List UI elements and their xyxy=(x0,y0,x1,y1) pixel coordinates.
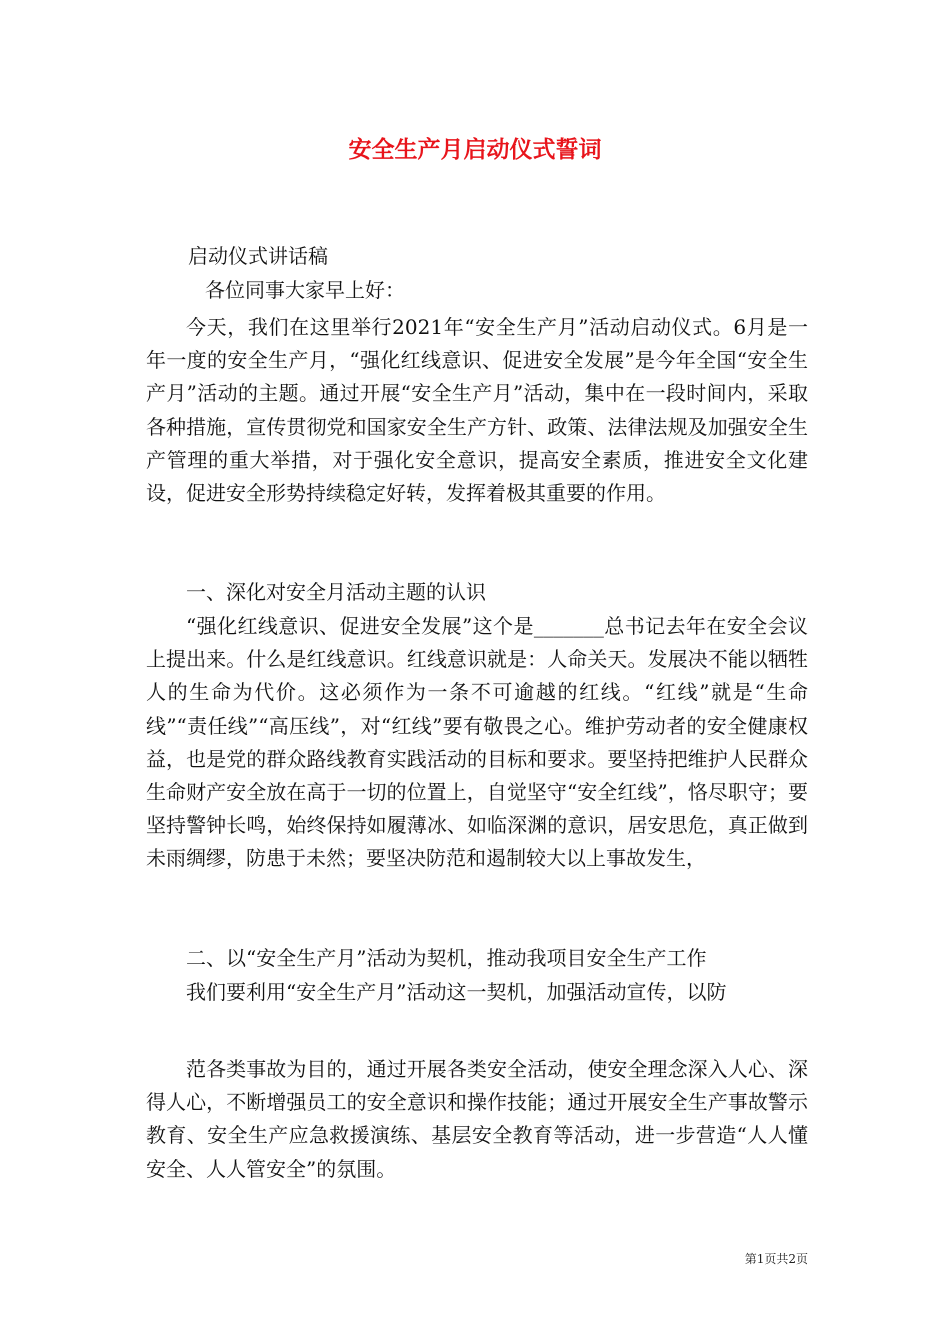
paragraph-subtitle: 启动仪式讲话稿 xyxy=(188,244,328,268)
section-heading-1: 一、深化对安全月活动主题的认识 xyxy=(186,580,486,604)
paragraph-section-2a: 我们要利用“安全生产月”活动这一契机，加强活动宣传，以防 xyxy=(186,980,727,1004)
page-number: 第1页共2页 xyxy=(744,1252,808,1266)
paragraph-intro: 今天，我们在这里举行2021年“安全生产月”活动启动仪式。6月是一年一度的安全生产月，“强化红线意识、促进安全发展”是今年全国“安全生产月”活动的主题。通过开展“安全生产月”活动，集中在一段时间内，采取各种措施，宣传贯彻党和国家安全生产方针、政策、法律法规及加强安全生产管理的重大举措，对于强化安全意识，提高安全素质，推进安全文化建设，促进安全形势持续稳定好转，发挥着极其重要的作用。 xyxy=(146,315,808,506)
paragraph-greeting: 各位同事大家早上好： xyxy=(205,278,405,302)
document-title: 安全生产月启动仪式誓词 xyxy=(348,136,602,163)
section-heading-2: 二、以“安全生产月”活动为契机，推动我项目安全生产工作 xyxy=(186,946,707,970)
paragraph-section-1: “强化红线意识、促进安全发展”这个是_______总书记去年在安全会议上提出来。什么是红线意识。红线意识就是：人命关天。发展决不能以牺牲人的生命为代价。这必须作为一条不可逾越的红线。“红线”就是“生命线”“责任线”“高压线”，对“红线”要有敬畏之心。维护劳动者的安全健康权益，也是党的群众路线教育实践活动的目标和要求。要坚持把维护人民群众生命财产安全放在高于一切的位置上，自觉坚守“安全红线”，恪尽职守；要坚持警钟长鸣，始终保持如履薄冰、如临深渊的意识，居安思危，真正做到未雨绸缪，防患于未然；要坚决防范和遏制较大以上事故发生， xyxy=(146,614,808,871)
paragraph-section-2b: 范各类事故为目的，通过开展各类安全活动，使安全理念深入人心、深得人心，不断增强员工的安全意识和操作技能；通过开展安全生产事故警示教育、安全生产应急救援演练、基层安全教育等活动，进一步营造“人人懂安全、人人管安全”的氛围。 xyxy=(146,1057,808,1181)
